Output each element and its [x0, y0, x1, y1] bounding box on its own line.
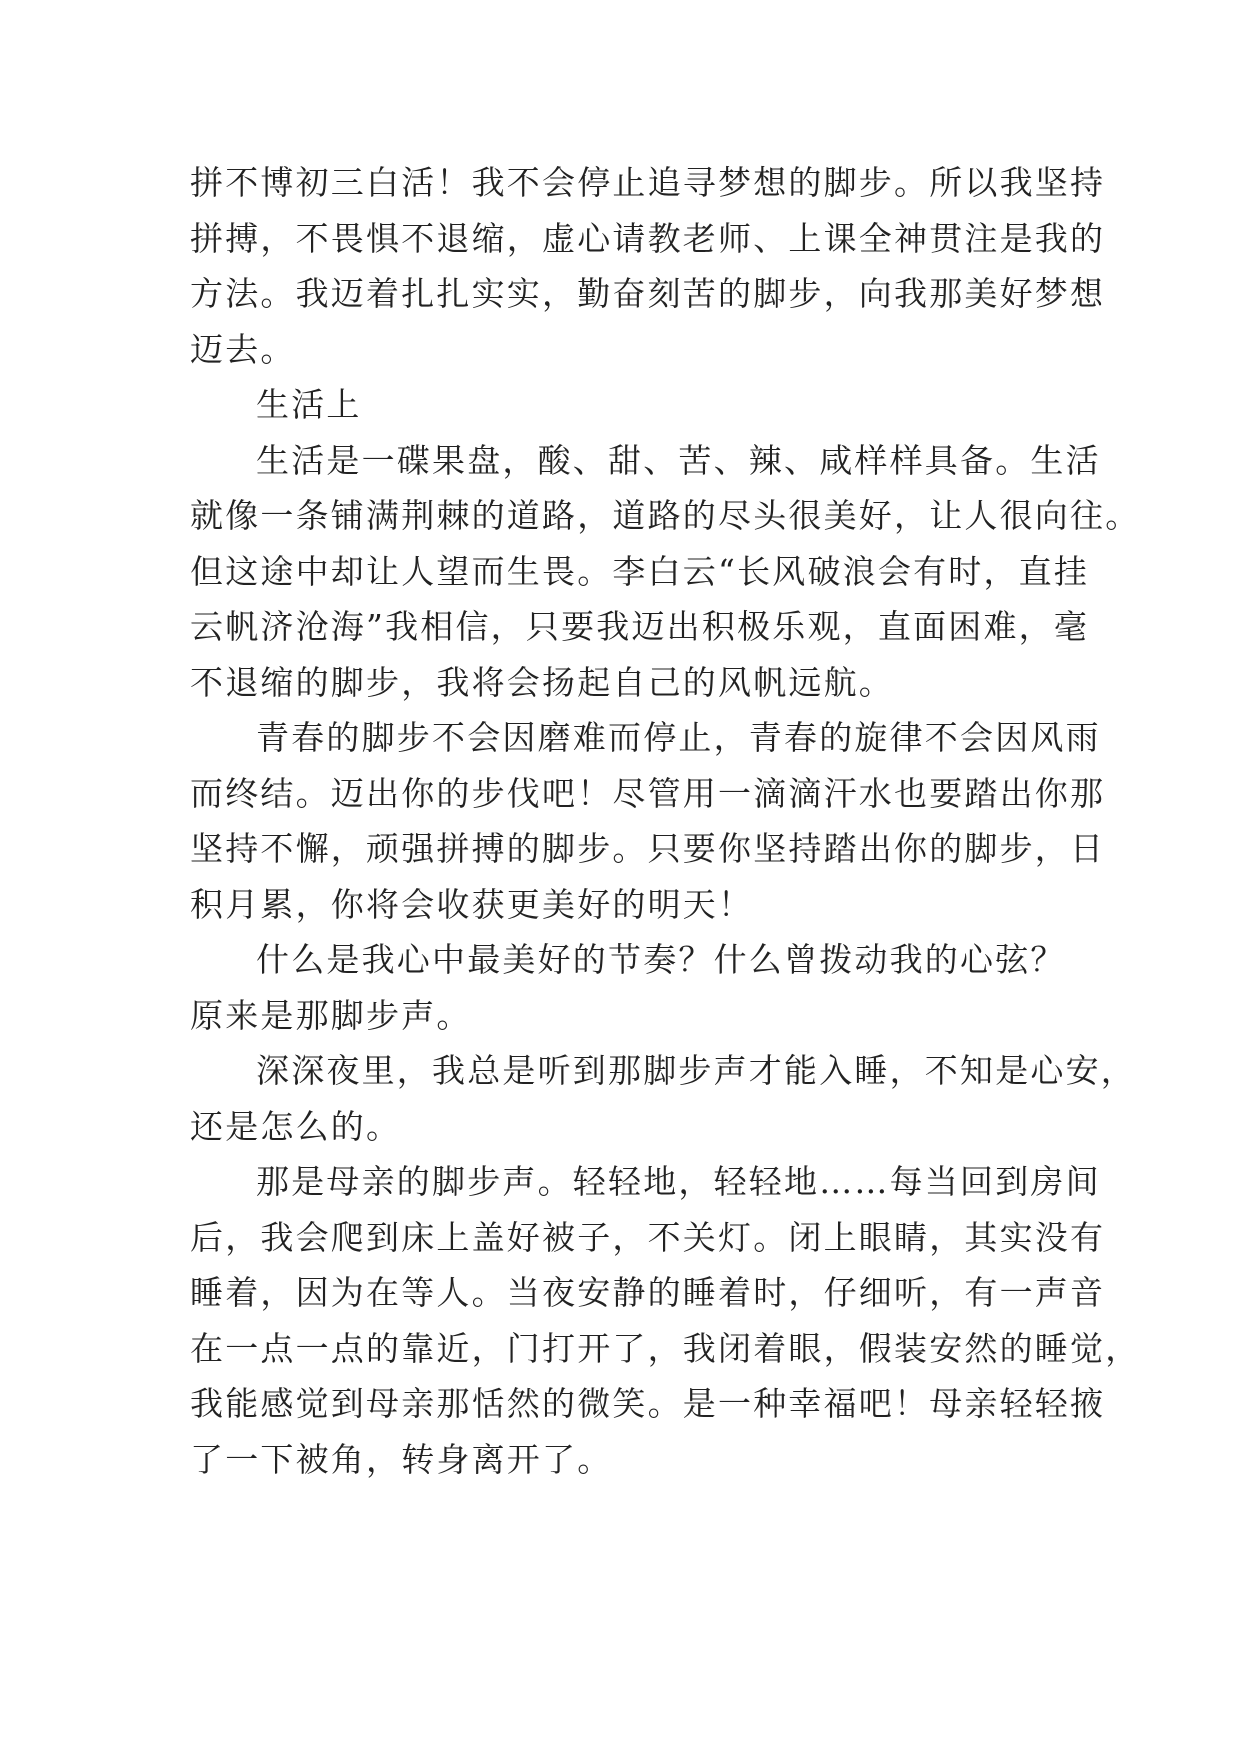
text-line: 睡着，因为在等人。当夜安静的睡着时，仔细听，有一声音: [190, 1273, 1106, 1312]
text-line: 迈去。: [190, 329, 296, 369]
text-line: 那是母亲的脚步声。轻轻地，轻轻地……每当回到房间: [256, 1162, 1101, 1201]
text-line: 什么是我心中最美好的节奏？什么曾拨动我的心弦？: [256, 940, 1066, 979]
text-line: 了一下被角，转身离开了。: [190, 1439, 613, 1479]
text-line: 后，我会爬到床上盖好被子，不关灯。闭上眼睛，其实没有: [190, 1217, 1106, 1257]
text-line: 在一点一点的靠近，门打开了，我闭着眼，假装安然的睡觉，: [190, 1328, 1141, 1368]
text-line: 原来是那脚步声。: [190, 995, 472, 1035]
text-line: 但这途中却让人望而生畏。李白云“长风破浪会有时，直挂: [190, 551, 1090, 591]
text-line: 生活是一碟果盘，酸、甜、苦、辣、咸样样具备。生活: [256, 440, 1101, 480]
text-line: 而终结。迈出你的步伐吧！尽管用一滴滴汗水也要踏出你那: [190, 773, 1106, 813]
text-line: 拼不博初三白活！我不会停止追寻梦想的脚步。所以我坚持: [190, 163, 1106, 202]
paragraph-p1: [190, 155, 1106, 377]
text-line: 方法。我迈着扎扎实实，勤奋刻苦的脚步，向我那美好梦想: [190, 274, 1106, 313]
text-line: 不退缩的脚步，我将会扬起自己的风帆远航。: [190, 662, 894, 702]
document-body: [190, 155, 1141, 1487]
text-line: 就像一条铺满荆棘的道路，道路的尽头很美好，让人很向往。: [190, 496, 1141, 535]
paragraph-p4: [190, 710, 1106, 932]
text-line: 拼搏，不畏惧不退缩，虚心请教老师、上课全神贯注是我的: [190, 218, 1106, 258]
text-line: 我能感觉到母亲那恬然的微笑。是一种幸福吧！母亲轻轻掖: [190, 1384, 1106, 1423]
text-line: 青春的脚步不会因磨难而停止，青春的旋律不会因风雨: [256, 718, 1101, 757]
paragraph-p3: [190, 433, 1141, 711]
text-line: 坚持不懈，顽强拼搏的脚步。只要你坚持踏出你的脚步，日: [190, 829, 1106, 868]
text-line: 生活上: [256, 385, 362, 424]
paragraph-p6: [190, 1043, 1136, 1154]
text-line: 积月累，你将会收获更美好的明天！: [190, 884, 754, 924]
text-line: 云帆济沧海”我相信，只要我迈出积极乐观，直面困难，毫: [190, 607, 1090, 646]
text-line: 还是怎么的。: [190, 1106, 402, 1146]
paragraph-p2: [190, 377, 1055, 433]
paragraph-p5: [190, 932, 1066, 1043]
paragraph-p7: [190, 1154, 1141, 1487]
text-line: 深深夜里，我总是听到那脚步声才能入睡，不知是心安，: [256, 1051, 1136, 1090]
